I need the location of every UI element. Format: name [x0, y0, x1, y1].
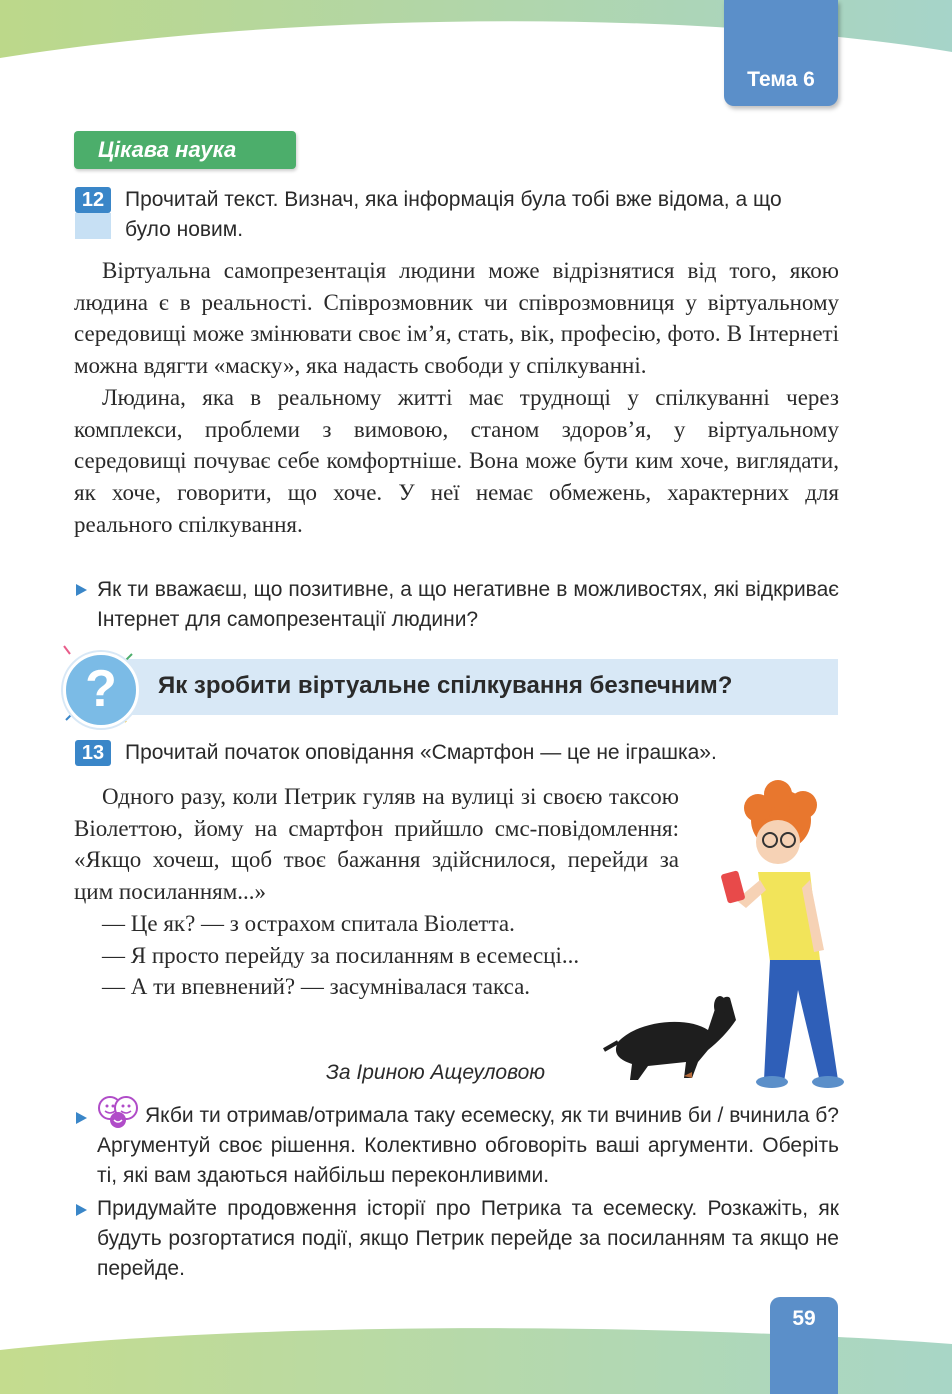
task-13-question-2: Придумайте продовження історії про Петрика та есемеску. Розкажіть, як будуть розгортатися події, якщо Петрик перейде за посиланням та якщо не перейде.: [97, 1197, 839, 1280]
page-number: 59: [792, 1307, 816, 1330]
question-mark: ?: [85, 660, 117, 718]
text-paragraph-1: Віртуальна самопрезентація людини може відрізнятися від того, якою людина є в реальності. Співрозмовник чи співрозмовниця у віртуальному середовищі може змінювати своє ім’я, стать, вік, професію, фото. В Інтернеті можна вдягти «маску», яка надасть свободи у спілкуванні.: [74, 258, 839, 379]
bullet-icon: [76, 1112, 87, 1124]
bullet-icon: [76, 1204, 87, 1216]
story-paragraph-2: — Це як? — з острахом спитала Віолетта.: [102, 910, 515, 936]
story-author: За Іриною Ащеуловою: [326, 1061, 546, 1084]
question-circle-icon: [63, 652, 139, 728]
boy-and-dog-illustration: [598, 780, 848, 1092]
section-label-text: Цікава наука: [98, 137, 237, 162]
story-paragraph-3: — Я просто перейду за посиланням в есемесці...: [102, 942, 580, 968]
text-paragraph-2: Людина, яка в реальному житті має труднощі у спілкуванні через комплекси, проблеми з вимовою, станом здоров’я, у віртуальному середовищі почуває себе комфортніше. Вона може бути ким хоче, виглядати, як хоче, говорити, що хоче. У неї немає обмежень, характерних для реального спілкування.: [74, 384, 839, 537]
task-13-question-1: Якби ти отримав/отримала таку есемеску, як ти вчинив би / вчинила б? Аргументуй своє рішення. Колективно обговоріть ваші аргументи. Оберіть ті, які вам здаються найбільш переконливими.: [97, 1104, 839, 1187]
story-paragraph-1: Одного разу, коли Петрик гуляв на вулиці зі своєю таксою Віолеттою, йому на смартфон прийшло смс-повідомлення: «Якщо хочеш, щоб твоє бажання здійснилося, перейди за цим посиланням...»: [74, 784, 679, 905]
section-label: [74, 131, 296, 169]
theme-label: Тема 6: [747, 68, 815, 91]
story-paragraph-4: — А ти впевнений? — засумнівалася такса.: [102, 974, 531, 1000]
task-12-question: Як ти вважаєш, що позитивне, а що негативне в можливостях, які відкриває Інтернет для самопрезентації людини?: [97, 578, 839, 631]
story-text: [74, 781, 679, 1003]
task-number-underlay: [75, 213, 111, 239]
bullet-icon: [76, 584, 87, 596]
page-number-tab: [770, 1297, 838, 1394]
section-heading: Як зробити віртуальне спілкування безпечним?: [158, 672, 733, 699]
task-12-instruction-line1: Прочитай текст. Визнач, яка інформація була тобі вже відома, а що: [125, 188, 782, 211]
theme-tab: [724, 0, 838, 106]
task-12-instruction: [125, 185, 845, 245]
task-number-12: 12: [75, 187, 111, 213]
task-12-instruction-line2: було новим.: [125, 218, 244, 241]
task-13-instruction: Прочитай початок оповідання «Смартфон — це не іграшка».: [125, 741, 717, 764]
task-12-text: [74, 255, 839, 540]
task-number-13: 13: [75, 740, 111, 766]
